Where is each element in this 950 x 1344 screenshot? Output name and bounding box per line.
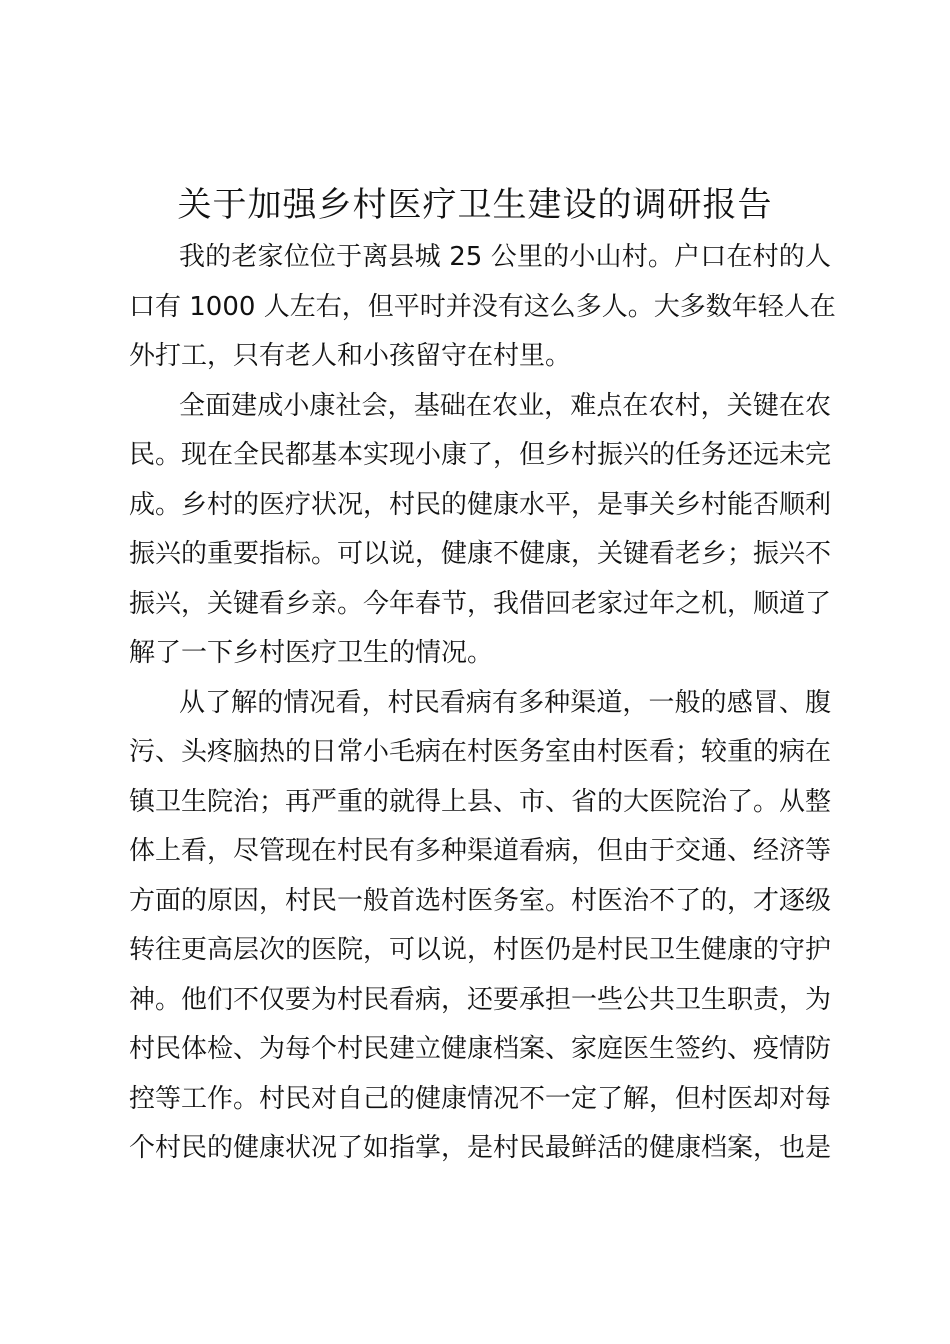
paragraph-3-line-3: 镇卫生院治；再严重的就得上县、市、省的大医院治了。从整 [129,786,832,817]
paragraph-2-line-6: 解了一下乡村医疗卫生的情况。 [129,638,494,668]
paragraph-2-line-1: 全面建成小康社会，基础在农业，难点在农村，关键在农 [179,390,831,421]
paragraph-1-line-3: 外打工，只有老人和小孩留守在村里。 [129,341,572,371]
paragraph-2-line-3: 成。乡村的医疗状况，村民的健康水平，是事关乡村能否顺利 [129,489,832,520]
paragraph-3-line-4: 体上看，尽管现在村民有多种渠道看病，但由于交通、经济等 [129,836,832,866]
document-title: 关于加强乡村医疗卫生建设的调研报告 [177,185,773,225]
paragraph-2-line-5: 振兴，关键看乡亲。今年春节，我借回老家过年之机，顺道了 [129,588,832,619]
paragraph-1-line-2: 口有 1000 人左右，但平时并没有这么多人。大多数年轻人在 [129,291,836,322]
paragraph-3-line-1: 从了解的情况看，村民看病有多种渠道，一般的感冒、腹 [179,687,831,718]
paragraph-3-line-9: 控等工作。村民对自己的健康情况不一定了解，但村医却对每 [129,1083,832,1114]
paragraph-3-line-10: 个村民的健康状况了如指掌，是村民最鲜活的健康档案，也是 [129,1133,832,1163]
paragraph-2-line-4: 振兴的重要指标。可以说，健康不健康，关键看老乡；振兴不 [129,539,832,569]
paragraph-3-line-5: 方面的原因，村民一般首选村医务室。村医治不了的，才逐级 [129,885,832,916]
paragraph-3-line-8: 村民体检、为每个村民建立健康档案、家庭医生签约、疫情防 [129,1034,832,1064]
paragraph-1-line-1: 我的老家位位于离县城 25 公里的小山村。户口在村的人 [179,242,831,272]
paragraph-3-line-2: 污、头疼脑热的日常小毛病在村医务室由村医看；较重的病在 [129,737,832,767]
paragraph-3-line-7: 神。他们不仅要为村民看病，还要承担一些公共卫生职责，为 [129,984,832,1015]
paragraph-3-line-6: 转往更高层次的医院，可以说，村医仍是村民卫生健康的守护 [129,935,832,965]
paragraph-2-line-2: 民。现在全民都基本实现小康了，但乡村振兴的任务还远未完 [129,440,832,470]
document-body [129,233,836,1174]
